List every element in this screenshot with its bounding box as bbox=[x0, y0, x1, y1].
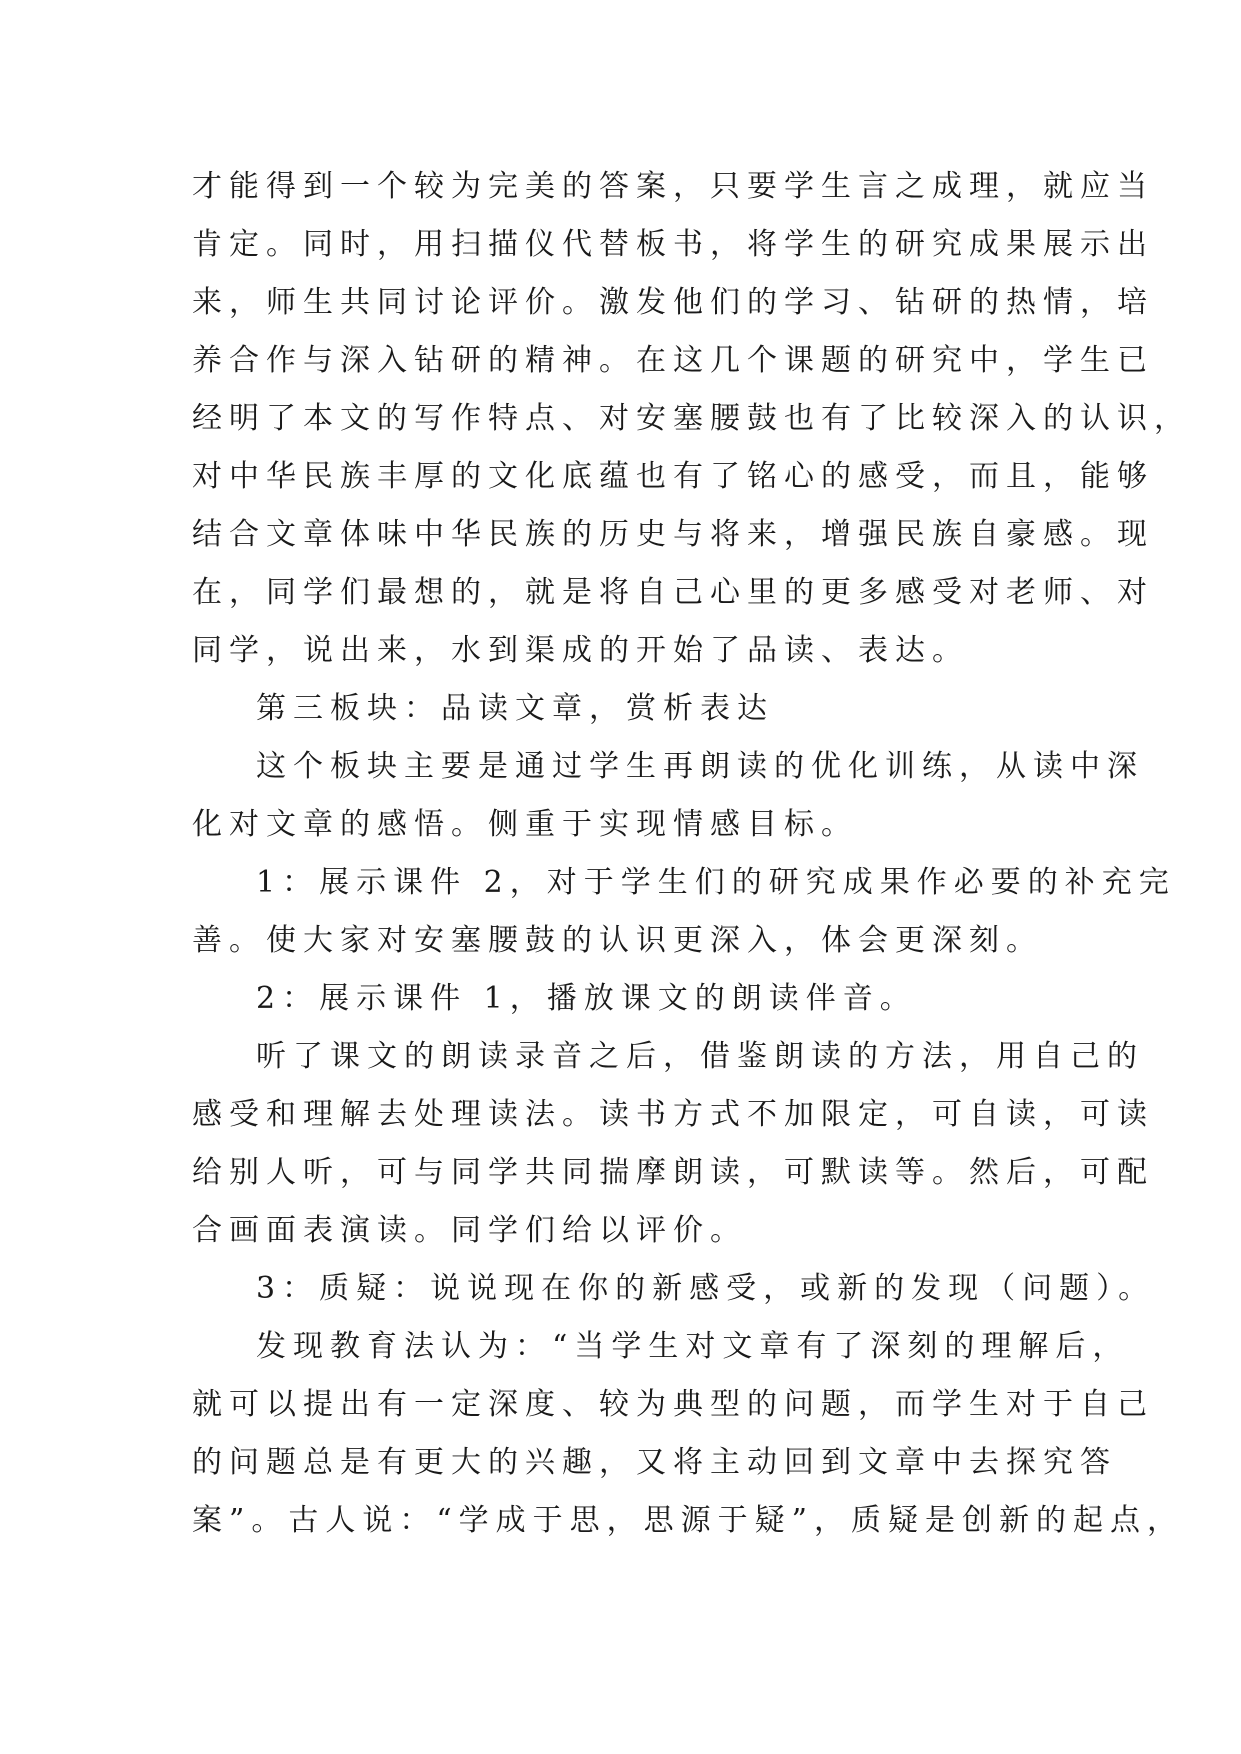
text-line: 经明了本文的写作特点、对安塞腰鼓也有了比较深入的认识， bbox=[192, 401, 1191, 436]
text-line: 3：质疑：说说现在你的新感受，或新的发现（问题）。 bbox=[256, 1271, 1156, 1306]
text-line: 才能得到一个较为完美的答案，只要学生言之成理，就应当 bbox=[192, 169, 1154, 204]
text-line: 肯定。同时，用扫描仪代替板书，将学生的研究成果展示出 bbox=[192, 227, 1154, 262]
text-line: 对中华民族丰厚的文化底蕴也有了铭心的感受，而且，能够 bbox=[192, 459, 1154, 494]
text-line: 给别人听，可与同学共同揣摩朗读，可默读等。然后，可配 bbox=[192, 1155, 1154, 1190]
text-line: 善。使大家对安塞腰鼓的认识更深入，体会更深刻。 bbox=[192, 923, 1043, 958]
text-line: 化对文章的感悟。侧重于实现情感目标。 bbox=[192, 807, 858, 842]
text-line: 听了课文的朗读录音之后，借鉴朗读的方法，用自己的 bbox=[256, 1039, 1144, 1074]
text-line: 1：展示课件 2，对于学生们的研究成果作必要的补充完 bbox=[256, 865, 1176, 900]
text-line: 养合作与深入钻研的精神。在这几个课题的研究中，学生已 bbox=[192, 343, 1154, 378]
text-line: 这个板块主要是通过学生再朗读的优化训练，从读中深 bbox=[256, 749, 1144, 784]
text-line: 同学，说出来，水到渠成的开始了品读、表达。 bbox=[192, 633, 969, 668]
section-heading: 第三板块：品读文章，赏析表达 bbox=[256, 691, 774, 726]
text-line: 在，同学们最想的，就是将自己心里的更多感受对老师、对 bbox=[192, 575, 1154, 610]
text-line: 结合文章体味中华民族的历史与将来，增强民族自豪感。现 bbox=[192, 517, 1154, 552]
text-line: 2：展示课件 1，播放课文的朗读伴音。 bbox=[256, 981, 917, 1016]
text-line: 来，师生共同讨论评价。激发他们的学习、钻研的热情，培 bbox=[192, 285, 1154, 320]
text-line: 就可以提出有一定深度、较为典型的问题，而学生对于自己 bbox=[192, 1387, 1154, 1422]
text-line: 的问题总是有更大的兴趣，又将主动回到文章中去探究答 bbox=[192, 1445, 1117, 1480]
text-line: 案”。古人说：“学成于思，思源于疑”，质疑是创新的起点， bbox=[192, 1503, 1185, 1538]
text-line: 感受和理解去处理读法。读书方式不加限定，可自读，可读 bbox=[192, 1097, 1154, 1132]
text-line: 合画面表演读。同学们给以评价。 bbox=[192, 1213, 747, 1248]
text-line: 发现教育法认为：“当学生对文章有了深刻的理解后， bbox=[256, 1329, 1130, 1364]
body-text bbox=[192, 158, 1191, 1550]
